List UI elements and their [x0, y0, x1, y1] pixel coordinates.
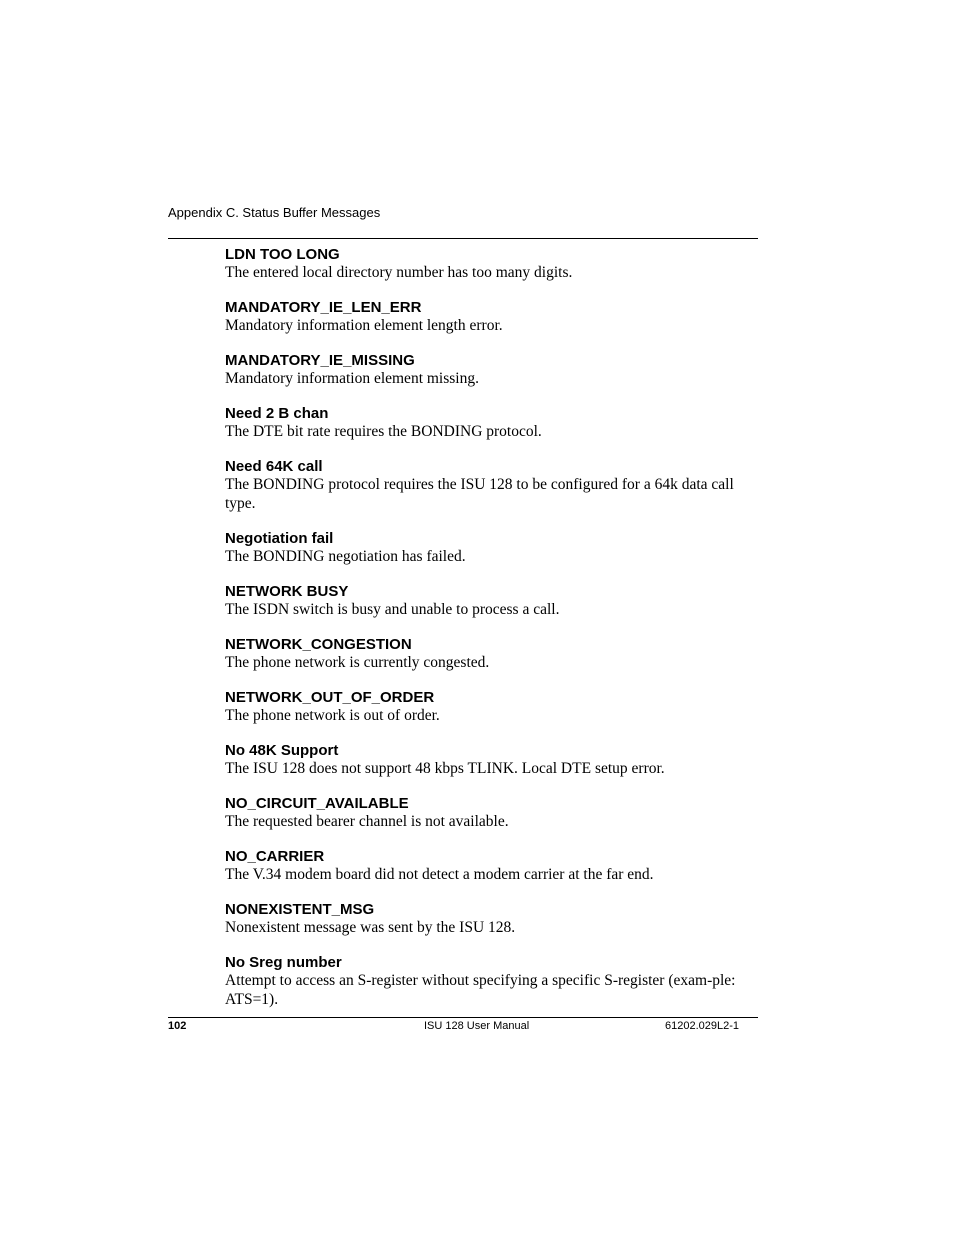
- list-item: [225, 246, 760, 282]
- message-term: No Sreg number: [225, 954, 342, 971]
- message-term: MANDATORY_IE_LEN_ERR: [225, 299, 422, 316]
- message-term: Need 64K call: [225, 458, 323, 475]
- message-description: Nonexistent message was sent by the ISU 128.: [225, 919, 516, 936]
- list-item: [225, 636, 760, 672]
- manual-title: ISU 128 User Manual: [424, 1020, 530, 1032]
- page-number: 102: [168, 1020, 187, 1032]
- list-item: [225, 352, 760, 388]
- message-description: Attempt to access an S-register without specifying a specific S-register (exam-ple: ATS=1).: [225, 972, 736, 1008]
- list-item: [225, 530, 760, 566]
- message-term: LDN TOO LONG: [225, 246, 340, 263]
- message-term: NONEXISTENT_MSG: [225, 901, 375, 918]
- document-number: 61202.029L2-1: [665, 1020, 740, 1032]
- list-item: [225, 742, 760, 778]
- message-description: The V.34 modem board did not detect a modem carrier at the far end.: [225, 866, 654, 883]
- message-term: No 48K Support: [225, 742, 339, 759]
- message-description: The entered local directory number has too many digits.: [225, 264, 573, 281]
- message-description: The BONDING protocol requires the ISU 128 to be configured for a 64k data call type.: [225, 476, 734, 512]
- message-term: NO_CIRCUIT_AVAILABLE: [225, 795, 409, 812]
- list-item: [225, 795, 760, 831]
- message-description: The phone network is out of order.: [225, 707, 440, 724]
- message-description: Mandatory information element length error.: [225, 317, 503, 334]
- message-list: [225, 246, 760, 1026]
- message-term: Need 2 B chan: [225, 405, 329, 422]
- footer-rule: [168, 1017, 758, 1018]
- message-term: NETWORK BUSY: [225, 583, 349, 600]
- list-item: [225, 954, 760, 1009]
- list-item: [225, 689, 760, 725]
- list-item: [225, 583, 760, 619]
- message-description: The phone network is currently congested.: [225, 654, 490, 671]
- message-description: The DTE bit rate requires the BONDING protocol.: [225, 423, 542, 440]
- message-description: The ISU 128 does not support 48 kbps TLINK. Local DTE setup error.: [225, 760, 665, 777]
- message-term: Negotiation fail: [225, 530, 334, 547]
- header-rule: [168, 238, 758, 239]
- list-item: [225, 405, 760, 441]
- list-item: [225, 848, 760, 884]
- list-item: [225, 458, 760, 513]
- message-term: MANDATORY_IE_MISSING: [225, 352, 415, 369]
- message-description: The ISDN switch is busy and unable to process a call.: [225, 601, 560, 618]
- list-item: [225, 299, 760, 335]
- message-term: NETWORK_CONGESTION: [225, 636, 412, 653]
- message-description: Mandatory information element missing.: [225, 370, 479, 387]
- list-item: [225, 901, 760, 937]
- running-header: Appendix C. Status Buffer Messages: [168, 205, 381, 220]
- message-term: NETWORK_OUT_OF_ORDER: [225, 689, 435, 706]
- message-description: The BONDING negotiation has failed.: [225, 548, 466, 565]
- message-description: The requested bearer channel is not available.: [225, 813, 509, 830]
- message-term: NO_CARRIER: [225, 848, 325, 865]
